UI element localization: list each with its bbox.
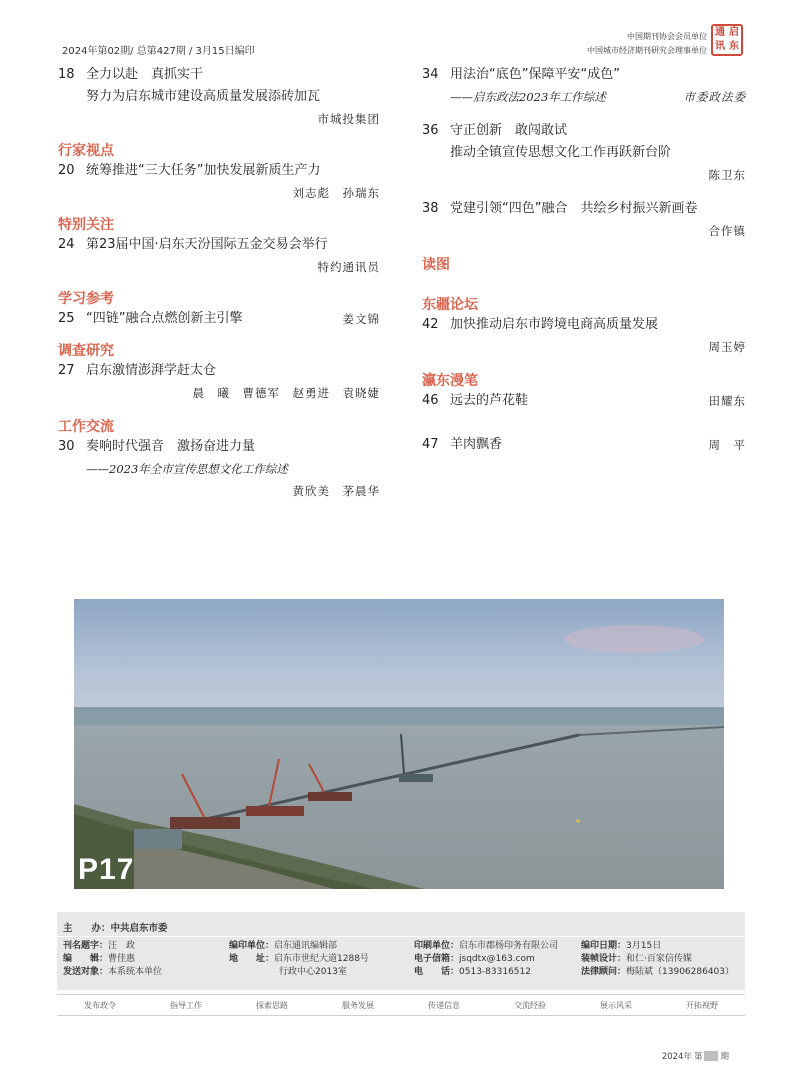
toc-entry-42[interactable] (422, 314, 746, 358)
article-title: “四链”融合点燃创新主引擎 (86, 311, 243, 326)
imprint-column-2 (229, 940, 369, 979)
contents-right-column (422, 64, 746, 456)
field-value: 汪 政 (108, 941, 136, 951)
imprint-field (229, 940, 369, 953)
page-number: 38 (422, 201, 439, 216)
toc-entry-30[interactable] (58, 436, 380, 502)
cover-photo-bridge[interactable] (74, 599, 724, 889)
article-author: 市委政法委 (683, 90, 746, 104)
association-line-1: 中国期刊协会会员单位 (627, 32, 707, 41)
field-label: 编印单位： (229, 941, 275, 951)
article-author: 市城投集团 (317, 112, 380, 126)
sponsor-line (63, 920, 168, 934)
article-title: 远去的芦花鞋 (450, 393, 529, 408)
imprint-field (229, 966, 369, 979)
section-heading: 读图 (422, 257, 450, 273)
field-value: 启东通讯编辑部 (274, 941, 338, 951)
email-link[interactable]: jsqdtx@163.com (459, 954, 535, 964)
field-value: 3月15日 (626, 941, 662, 951)
toc-entry-24[interactable] (58, 234, 380, 278)
field-value: 和仁·百家信传媒 (626, 954, 692, 964)
field-label: 地 址： (229, 954, 275, 964)
field-label: 刊名题字： (63, 941, 109, 951)
article-subtitle (422, 86, 746, 108)
imprint-column-4 (581, 940, 734, 979)
article-title: 统筹推进“三大任务”加快发展新质生产力 (86, 163, 321, 178)
field-label: 编印日期： (581, 941, 627, 951)
field-value: 行政中心2013室 (279, 967, 347, 977)
article-author: 特约通讯员 (317, 260, 380, 274)
imprint-field (581, 953, 734, 966)
field-value: 启东市郡杨印务有限公司 (459, 941, 559, 951)
motto-item: 展示风采 (600, 1000, 632, 1010)
article-title: 第23届中国·启东天汾国际五金交易会举行 (86, 237, 328, 252)
imprint-field (229, 953, 369, 966)
toc-entry-36[interactable] (422, 120, 746, 186)
page-number: 42 (422, 317, 439, 332)
article-author: 姜文锦 (342, 312, 380, 326)
page-number: 46 (422, 393, 439, 408)
article-subtitle: 努力为启东城市建设高质量发展添砖加瓦 (86, 89, 321, 104)
field-value: 启东市世纪大道1288号 (274, 954, 369, 964)
field-label: 发送对象： (63, 967, 109, 977)
page-number: 20 (58, 163, 75, 178)
imprint-field (414, 940, 558, 953)
motto-item: 交流经验 (514, 1000, 546, 1010)
footer-issue-suffix: 期 (720, 1052, 729, 1062)
article-title: 加快推动启东市跨境电商高质量发展 (450, 317, 659, 332)
field-value: 梅陆斌（13906286403） (626, 967, 735, 977)
sponsor-value: 中共启东市委 (110, 923, 168, 934)
toc-entry-38[interactable] (422, 198, 746, 242)
page-number: 18 (58, 67, 75, 82)
motto-item: 服务发展 (342, 1000, 374, 1010)
field-label: 法律顾问： (581, 967, 627, 977)
field-label: 装帧设计： (581, 954, 627, 964)
article-author: 合作镇 (708, 224, 746, 238)
page-number: 27 (58, 363, 75, 378)
toc-entry-20[interactable] (58, 160, 380, 204)
seal-char: 通 (715, 27, 725, 38)
imprint-field (414, 953, 558, 966)
section-heading: 工作交流 (58, 419, 114, 435)
motto-item: 探索思路 (256, 1000, 288, 1010)
sponsor-label: 主 办： (63, 923, 111, 934)
motto-item: 指导工作 (170, 1000, 202, 1010)
toc-entry-34[interactable] (422, 64, 746, 108)
toc-entry-47[interactable] (422, 434, 746, 456)
footer-year: 2024年 (661, 1052, 692, 1062)
page-number: 36 (422, 123, 439, 138)
section-heading: 东疆论坛 (422, 297, 478, 313)
imprint-field (63, 953, 162, 966)
article-title: 守正创新 敢闯敢试 (450, 123, 568, 138)
motto-item: 发布政令 (84, 1000, 116, 1010)
issue-info: 2024年第02期/ 总第427期 / 3月15日编印 (62, 46, 255, 57)
article-title: 奏响时代强音 激扬奋进力量 (86, 439, 256, 454)
section-heading: 行家视点 (58, 143, 114, 159)
issue-number-box (704, 1051, 718, 1061)
page-number: 47 (422, 437, 439, 452)
toc-entry-27[interactable] (58, 360, 380, 404)
imprint-column-1 (63, 940, 162, 979)
article-author: 黄欣美 茅晨华 (292, 484, 380, 498)
article-author: 晨 曦 曹德军 赵勇进 袁晓婕 (192, 386, 380, 400)
article-title: 羊肉飘香 (450, 437, 503, 452)
toc-entry-18[interactable] (58, 64, 380, 130)
article-author: 周 平 (708, 438, 746, 452)
page-number: 24 (58, 237, 75, 252)
field-value: 0513-83316512 (459, 967, 531, 977)
imprint-divider (57, 936, 745, 937)
association-info (587, 30, 707, 58)
section-heading: 瀛东漫笔 (422, 373, 478, 389)
article-author: 刘志彪 孙瑞东 (292, 186, 380, 200)
footer-issue-prefix: 第 (693, 1052, 703, 1062)
imprint-field (63, 940, 162, 953)
contents-left-column (58, 64, 380, 502)
photo-page-label: P17 (78, 853, 135, 886)
imprint-column-3 (414, 940, 558, 979)
field-label: 印刷单位： (414, 941, 460, 951)
field-value: 本系统本单位 (108, 967, 163, 977)
article-title: 用法治“底色”保障平安“成色” (450, 67, 620, 82)
section-heading: 学习参考 (58, 291, 114, 307)
field-label: 电子信箱： (414, 954, 460, 964)
page-number: 30 (58, 439, 75, 454)
field-label: 电 话： (414, 967, 460, 977)
section-heading: 特别关注 (58, 217, 114, 233)
section-heading: 调查研究 (58, 343, 114, 359)
article-author: 周玉婷 (708, 340, 746, 354)
subtitle-text: ——启东政法2023年工作综述 (450, 90, 606, 104)
toc-entry-25[interactable] (58, 308, 380, 330)
page-number: 34 (422, 67, 439, 82)
toc-entry-46[interactable] (422, 390, 746, 412)
article-subtitle: ——2023年全市宣传思想文化工作综述 (86, 462, 288, 476)
article-title: 全力以赴 真抓实干 (86, 67, 204, 82)
seal-char: 讯 (715, 41, 725, 52)
motto-item: 开拓视野 (686, 1000, 718, 1010)
article-title: 党建引领“四色”融合 共绘乡村振兴新画卷 (450, 201, 698, 216)
article-author: 陈卫东 (708, 168, 746, 182)
imprint-field (63, 966, 162, 979)
journal-seal-logo (711, 24, 743, 56)
association-line-2: 中国城市经济期刊研究会理事单位 (587, 46, 707, 55)
field-label: 编 辑： (63, 954, 109, 964)
imprint-field (414, 966, 558, 979)
field-value: 曹佳惠 (108, 954, 136, 964)
page-number: 25 (58, 311, 75, 326)
article-author: 田耀东 (708, 394, 746, 408)
motto-item: 传递信息 (428, 1000, 460, 1010)
imprint-field (581, 940, 734, 953)
article-title: 启东激情澎湃学赶太仓 (86, 363, 217, 378)
imprint-field (581, 966, 734, 979)
imprint-box (57, 912, 745, 990)
page-footer (662, 1050, 729, 1062)
bridge-river-illustration (74, 599, 724, 889)
seal-char: 启 (729, 27, 739, 38)
motto-strip (57, 994, 745, 1016)
seal-char: 东 (729, 41, 739, 52)
article-subtitle: 推动全镇宣传思想文化工作再跃新台阶 (450, 145, 672, 160)
